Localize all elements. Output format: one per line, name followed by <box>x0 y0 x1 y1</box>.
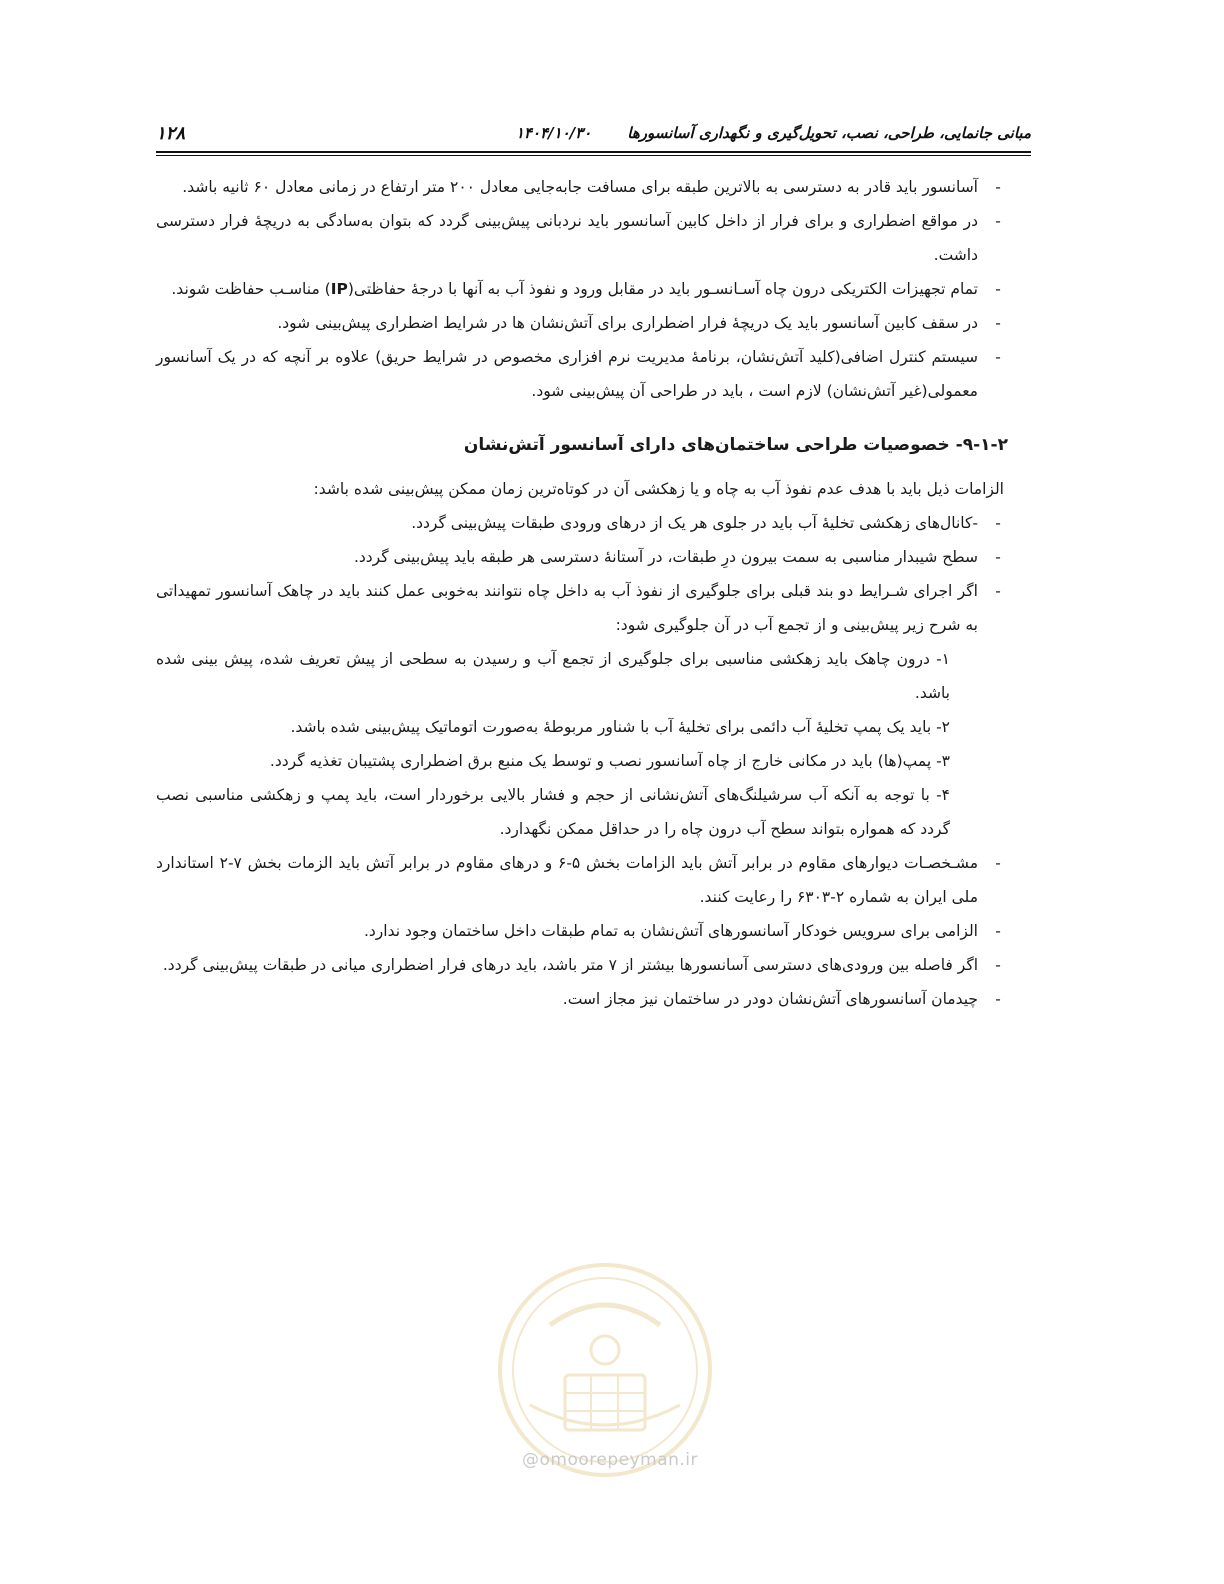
bullet-text: اگر فاصله بین ورودی‌های دسترسی آسانسورها بیشتر از ۷ متر باشد، باید درهای فرار اضطراری میانی در طبقات پیش‌بینی گردد. <box>162 956 978 974</box>
section-heading: ۹-۱-۲- خصوصیات طراحی ساختمان‌های دارای آسانسور آتش‌نشان <box>463 435 1008 455</box>
bullet-item <box>156 170 1008 204</box>
numbered-item: ۴- با توجه به آنکه آب سرشیلنگ‌های آتش‌نشانی از حجم و فشار بالایی برخوردار است، باید پمپ و زهکشی مناسبی نصب گردد که همواره بتواند سطح آب درون چاه را در حداقل ممکن نگهدارد. <box>156 786 950 838</box>
bullet-item <box>156 948 1008 982</box>
bullet-text-part: ) مناسـب حفاظت شوند. <box>171 280 331 298</box>
bullet-text: سیستم کنترل اضافی(کلید آتش‌نشان، برنامهٔ مدیریت نرم افزاری مخصوص در شرایط حریق) علاوه بر آنچه که در یک آسانسور معمولی(غیر آتش‌نشان) لازم است ، باید در طراحی آن پیش‌بینی شود. <box>156 348 978 400</box>
bullet-dash: - <box>995 922 1001 940</box>
watermark-url-text: omoorepeyman.ir <box>539 1450 699 1470</box>
bullet-dash: - <box>995 314 1001 332</box>
bullet-text: اگر اجرای شـرایط دو بند قبلی برای جلوگیری از نفوذ آب به داخل چاه نتوانند به‌خوبی عمل کنند باید در چاهک آسانسور تمهیداتی به شرح زیر پیش‌بینی و از تجمع آب در آن جلوگیری شود: <box>156 582 978 634</box>
bullet-item <box>156 272 1008 306</box>
bullet-text-part: تمام تجهیزات الکتریکی درون چاه آسـانسـور باید در مقابل ورود و نفوذ آب به آنها با درجهٔ حفاظتی( <box>347 280 978 298</box>
bullet-dash: - <box>995 990 1001 1008</box>
header-rule-thin <box>156 155 1031 156</box>
header-date: ۱۴۰۴/۱۰/۳۰ <box>515 124 592 142</box>
header-rule <box>156 151 1031 157</box>
bullet-text: -کانال‌های زهکشی تخلیهٔ آب باید در جلوی هر یک از درهای ورودی طبقات پیش‌بینی گردد. <box>411 514 978 532</box>
bullet-dash: - <box>995 348 1001 366</box>
bullet-item <box>156 306 1008 340</box>
running-header <box>156 118 1031 148</box>
bullet-dash: - <box>995 548 1001 566</box>
bullet-dash: - <box>995 178 1001 196</box>
bullet-item <box>156 914 1008 948</box>
bullet-text: مشـخصـات دیوارهای مقاوم در برابر آتش باید الزامات بخش ۵-۶ و درهای مقاوم در برابر آتش باید الزمات بخش ۷-۲ استاندارد ملی ایران به شماره ۲-۶۳۰۳ را رعایت کنند. <box>156 854 979 906</box>
watermark-url: @omoorepeyman.ir <box>521 1450 699 1470</box>
bullet-dash: - <box>995 956 1001 974</box>
bullet-item <box>156 574 1008 642</box>
bullet-text: در مواقع اضطراری و برای فرار از داخل کابین آسانسور باید نردبانی پیش‌بینی گردد که بتوان به‌سادگی به دریچهٔ فرار دسترسی داشت. <box>156 212 978 264</box>
numbered-item: ۲- باید یک پمپ تخلیهٔ آب دائمی برای تخلیهٔ آب با شناور مربوطهٔ به‌صورت اتوماتیک پیش‌بینی شده باشد. <box>290 718 950 736</box>
numbered-item: ۳- پمپ(ها) باید در مکانی خارج از چاه آسانسور نصب و توسط یک منبع برق اضطراری پشتیبان تغذیه گردد. <box>269 752 950 770</box>
bullet-item <box>156 846 1008 914</box>
page-number: ۱۲۸ <box>156 122 186 144</box>
bullet-dash: - <box>995 854 1001 872</box>
bullet-item <box>156 506 1008 540</box>
bullet-dash: - <box>995 212 1001 230</box>
bullet-dash: - <box>995 280 1001 298</box>
bullet-text: الزامی برای سرویس خودکار آسانسورهای آتش‌نشان به تمام طبقات داخل ساختمان وجود ندارد. <box>363 922 978 940</box>
bullet-text: آسانسور باید قادر به دسترسی به بالاترین طبقه برای مسافت جابه‌جایی معادل ۲۰۰ متر ارتفاع در زمانی معادل ۶۰ ثانیه باشد. <box>182 178 978 196</box>
bullet-text-bold: IP <box>330 280 348 298</box>
bullet-text: چیدمان آسانسورهای آتش‌نشان دودر در ساختمان نیز مجاز است. <box>562 990 978 1008</box>
bullet-dash: - <box>995 514 1001 532</box>
book-title: مبانی جانمایی، طراحی، نصب، تحویل‌گیری و نگهداری آسانسورها <box>627 124 1031 142</box>
header-title-group <box>516 124 1031 142</box>
body-content <box>156 170 1008 1016</box>
header-rule-thick <box>156 151 1031 153</box>
bullet-text: در سقف کابین آسانسور باید یک دریچهٔ فرار اضطراری برای آتش‌نشان ها در شرایط اضطراری پیش‌بینی شود. <box>277 314 978 332</box>
bullet-dash: - <box>995 582 1001 600</box>
numbered-item: ۱- درون چاهک باید زهکشی مناسبی برای جلوگیری از تجمع آب و رسیدن به سطحی از پیش تعریف شده، پیش بینی شده باشد. <box>156 650 950 702</box>
bullet-item <box>156 540 1008 574</box>
bullet-item <box>156 982 1008 1016</box>
bullet-item <box>156 204 1008 272</box>
bullet-item <box>156 340 1008 408</box>
section-intro: الزامات ذیل باید با هدف عدم نفوذ آب به چاه و یا زهکشی آن در کوتاه‌ترین زمان ممکن پیش‌بینی شده باشد: <box>313 480 1004 498</box>
bullet-text: سطح شیبدار مناسبی به سمت بیرون درِ طبقات، در آستانهٔ دسترسی هر طبقه باید پیش‌بینی گردد. <box>353 548 978 566</box>
